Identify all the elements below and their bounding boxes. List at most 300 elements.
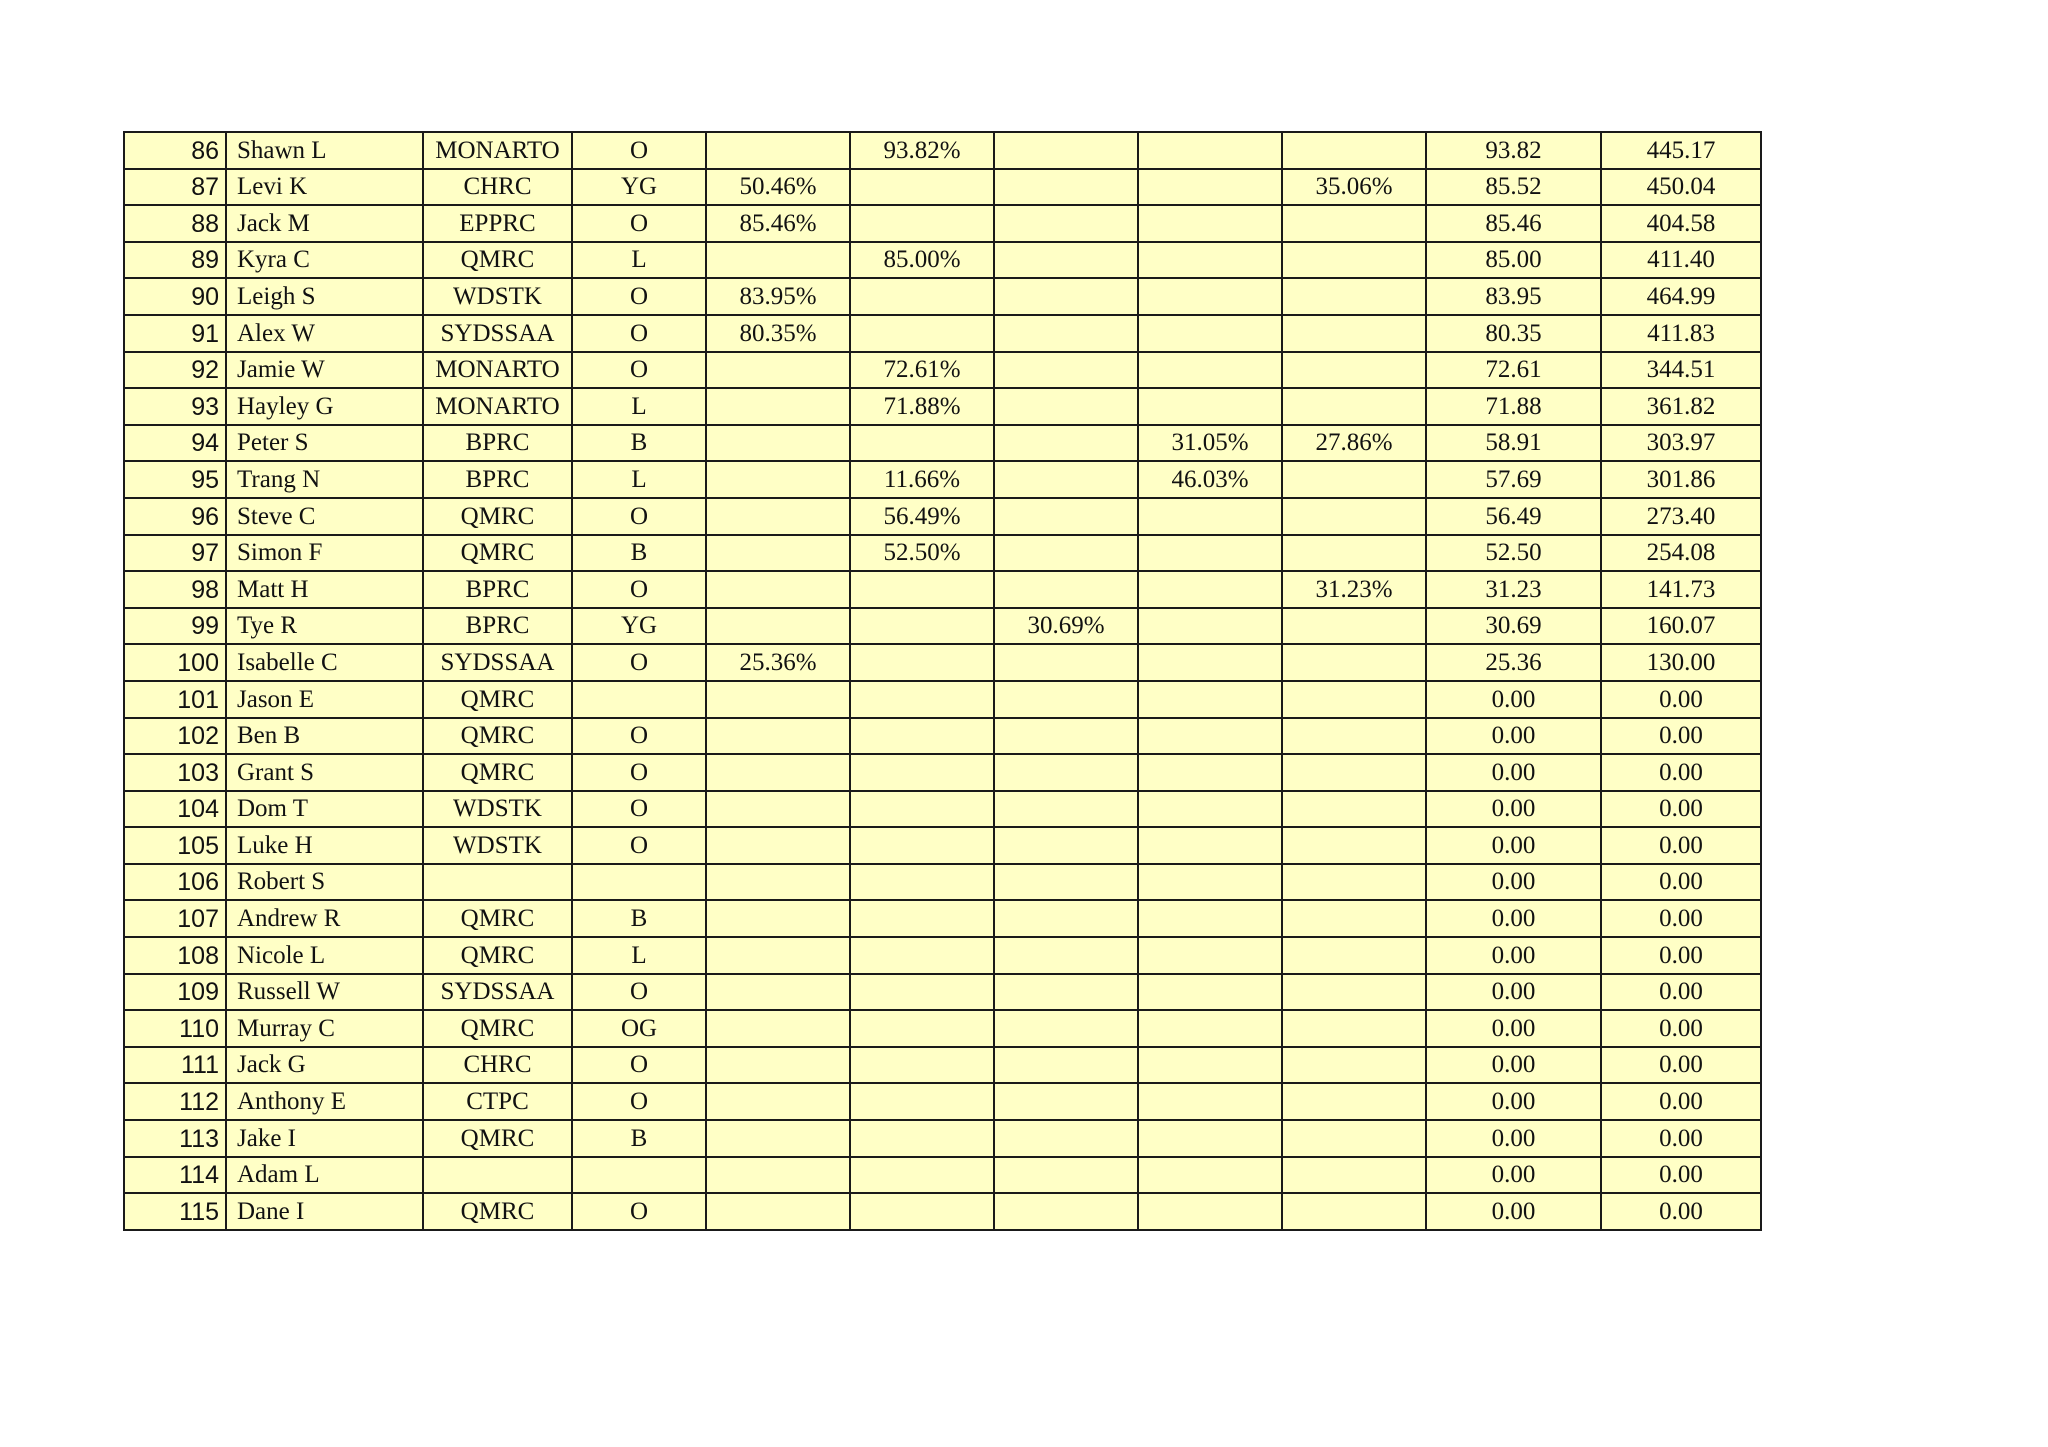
points-cell: 0.00 [1601, 754, 1761, 791]
score-1-cell [706, 352, 850, 389]
points-cell: 0.00 [1601, 1157, 1761, 1194]
score-4-cell [1138, 1010, 1282, 1047]
score-1-cell [706, 1120, 850, 1157]
score-5-cell [1282, 900, 1426, 937]
club-cell: WDSTK [423, 791, 572, 828]
club-cell: WDSTK [423, 278, 572, 315]
score-1-cell: 50.46% [706, 169, 850, 206]
name-cell: Jake I [226, 1120, 423, 1157]
score-3-cell [994, 937, 1138, 974]
total-cell: 30.69 [1426, 608, 1601, 645]
name-cell: Peter S [226, 425, 423, 462]
points-cell: 301.86 [1601, 461, 1761, 498]
score-1-cell [706, 681, 850, 718]
class-cell: B [572, 1120, 706, 1157]
table-row [124, 1083, 1761, 1120]
score-1-cell [706, 535, 850, 572]
score-3-cell [994, 461, 1138, 498]
table-row [124, 681, 1761, 718]
score-3-cell [994, 791, 1138, 828]
score-1-cell [706, 425, 850, 462]
score-2-cell [850, 754, 994, 791]
rank-cell: 106 [124, 864, 226, 901]
name-cell: Steve C [226, 498, 423, 535]
score-5-cell [1282, 461, 1426, 498]
points-cell: 0.00 [1601, 900, 1761, 937]
name-cell: Kyra C [226, 242, 423, 279]
score-4-cell [1138, 242, 1282, 279]
score-2-cell [850, 571, 994, 608]
score-3-cell [994, 1120, 1138, 1157]
score-1-cell [706, 1193, 850, 1230]
score-5-cell [1282, 608, 1426, 645]
score-2-cell [850, 205, 994, 242]
score-4-cell [1138, 1120, 1282, 1157]
score-4-cell [1138, 132, 1282, 169]
club-cell: QMRC [423, 1120, 572, 1157]
score-5-cell [1282, 535, 1426, 572]
points-cell: 411.83 [1601, 315, 1761, 352]
score-2-cell [850, 1157, 994, 1194]
score-5-cell: 27.86% [1282, 425, 1426, 462]
score-1-cell [706, 461, 850, 498]
class-cell: O [572, 827, 706, 864]
points-cell: 0.00 [1601, 1193, 1761, 1230]
score-1-cell: 83.95% [706, 278, 850, 315]
rank-cell: 87 [124, 169, 226, 206]
score-1-cell [706, 498, 850, 535]
name-cell: Ben B [226, 718, 423, 755]
club-cell: WDSTK [423, 827, 572, 864]
score-2-cell [850, 1120, 994, 1157]
score-2-cell [850, 718, 994, 755]
score-2-cell: 11.66% [850, 461, 994, 498]
name-cell: Levi K [226, 169, 423, 206]
class-cell: O [572, 132, 706, 169]
name-cell: Tye R [226, 608, 423, 645]
class-cell: YG [572, 169, 706, 206]
score-4-cell [1138, 1157, 1282, 1194]
total-cell: 0.00 [1426, 974, 1601, 1011]
score-5-cell [1282, 1157, 1426, 1194]
rank-cell: 112 [124, 1083, 226, 1120]
score-2-cell [850, 1193, 994, 1230]
score-1-cell [706, 937, 850, 974]
score-5-cell [1282, 791, 1426, 828]
score-4-cell [1138, 352, 1282, 389]
points-cell: 0.00 [1601, 864, 1761, 901]
club-cell: QMRC [423, 1010, 572, 1047]
score-4-cell [1138, 315, 1282, 352]
club-cell: SYDSSAA [423, 315, 572, 352]
rank-cell: 115 [124, 1193, 226, 1230]
score-3-cell [994, 681, 1138, 718]
rank-cell: 110 [124, 1010, 226, 1047]
club-cell: MONARTO [423, 132, 572, 169]
score-1-cell: 80.35% [706, 315, 850, 352]
score-2-cell: 52.50% [850, 535, 994, 572]
table-row [124, 278, 1761, 315]
score-2-cell [850, 827, 994, 864]
points-cell: 160.07 [1601, 608, 1761, 645]
score-4-cell [1138, 1083, 1282, 1120]
table-row [124, 1157, 1761, 1194]
score-5-cell [1282, 754, 1426, 791]
score-5-cell [1282, 1083, 1426, 1120]
club-cell: QMRC [423, 718, 572, 755]
class-cell: L [572, 388, 706, 425]
score-5-cell [1282, 205, 1426, 242]
club-cell: BPRC [423, 571, 572, 608]
class-cell: O [572, 718, 706, 755]
score-3-cell [994, 644, 1138, 681]
class-cell: O [572, 791, 706, 828]
score-3-cell [994, 900, 1138, 937]
class-cell: B [572, 900, 706, 937]
score-2-cell [850, 425, 994, 462]
name-cell: Isabelle C [226, 644, 423, 681]
name-cell: Luke H [226, 827, 423, 864]
table-row [124, 1120, 1761, 1157]
club-cell [423, 1157, 572, 1194]
points-cell: 464.99 [1601, 278, 1761, 315]
total-cell: 80.35 [1426, 315, 1601, 352]
score-3-cell [994, 132, 1138, 169]
club-cell: SYDSSAA [423, 974, 572, 1011]
name-cell: Jack G [226, 1047, 423, 1084]
points-cell: 0.00 [1601, 1120, 1761, 1157]
name-cell: Alex W [226, 315, 423, 352]
points-cell: 273.40 [1601, 498, 1761, 535]
table-row [124, 1010, 1761, 1047]
score-2-cell [850, 864, 994, 901]
score-5-cell [1282, 974, 1426, 1011]
points-cell: 411.40 [1601, 242, 1761, 279]
score-3-cell [994, 1193, 1138, 1230]
class-cell: L [572, 461, 706, 498]
name-cell: Shawn L [226, 132, 423, 169]
score-1-cell [706, 754, 850, 791]
club-cell: CHRC [423, 169, 572, 206]
club-cell: MONARTO [423, 388, 572, 425]
total-cell: 0.00 [1426, 791, 1601, 828]
club-cell [423, 864, 572, 901]
score-4-cell [1138, 388, 1282, 425]
table-row [124, 1047, 1761, 1084]
score-5-cell [1282, 1010, 1426, 1047]
table-row [124, 608, 1761, 645]
score-3-cell [994, 352, 1138, 389]
score-1-cell [706, 388, 850, 425]
score-5-cell [1282, 937, 1426, 974]
score-4-cell [1138, 278, 1282, 315]
rank-cell: 89 [124, 242, 226, 279]
total-cell: 56.49 [1426, 498, 1601, 535]
club-cell: QMRC [423, 937, 572, 974]
class-cell: L [572, 242, 706, 279]
name-cell: Jack M [226, 205, 423, 242]
name-cell: Hayley G [226, 388, 423, 425]
score-5-cell [1282, 498, 1426, 535]
total-cell: 71.88 [1426, 388, 1601, 425]
total-cell: 0.00 [1426, 1120, 1601, 1157]
total-cell: 85.00 [1426, 242, 1601, 279]
score-1-cell [706, 974, 850, 1011]
class-cell: O [572, 1193, 706, 1230]
club-cell: MONARTO [423, 352, 572, 389]
score-2-cell: 93.82% [850, 132, 994, 169]
table-row [124, 461, 1761, 498]
rank-cell: 94 [124, 425, 226, 462]
score-2-cell [850, 644, 994, 681]
name-cell: Simon F [226, 535, 423, 572]
rank-cell: 98 [124, 571, 226, 608]
score-5-cell [1282, 388, 1426, 425]
score-1-cell: 85.46% [706, 205, 850, 242]
score-3-cell [994, 754, 1138, 791]
score-3-cell [994, 388, 1138, 425]
score-5-cell [1282, 132, 1426, 169]
score-2-cell: 71.88% [850, 388, 994, 425]
rank-cell: 95 [124, 461, 226, 498]
score-4-cell [1138, 681, 1282, 718]
score-4-cell [1138, 535, 1282, 572]
total-cell: 0.00 [1426, 864, 1601, 901]
club-cell: QMRC [423, 242, 572, 279]
points-cell: 450.04 [1601, 169, 1761, 206]
total-cell: 0.00 [1426, 718, 1601, 755]
score-4-cell [1138, 498, 1282, 535]
class-cell [572, 681, 706, 718]
score-5-cell [1282, 278, 1426, 315]
club-cell: QMRC [423, 1193, 572, 1230]
score-2-cell [850, 315, 994, 352]
score-5-cell [1282, 681, 1426, 718]
points-cell: 141.73 [1601, 571, 1761, 608]
score-1-cell [706, 864, 850, 901]
points-cell: 0.00 [1601, 718, 1761, 755]
table-row [124, 535, 1761, 572]
score-2-cell [850, 900, 994, 937]
total-cell: 0.00 [1426, 754, 1601, 791]
table-row [124, 718, 1761, 755]
club-cell: QMRC [423, 754, 572, 791]
name-cell: Murray C [226, 1010, 423, 1047]
points-cell: 0.00 [1601, 791, 1761, 828]
points-cell: 0.00 [1601, 937, 1761, 974]
name-cell: Matt H [226, 571, 423, 608]
score-2-cell [850, 1047, 994, 1084]
rank-cell: 90 [124, 278, 226, 315]
score-2-cell: 85.00% [850, 242, 994, 279]
total-cell: 83.95 [1426, 278, 1601, 315]
class-cell: O [572, 278, 706, 315]
table-row [124, 205, 1761, 242]
score-1-cell [706, 571, 850, 608]
rank-cell: 97 [124, 535, 226, 572]
total-cell: 58.91 [1426, 425, 1601, 462]
table-row [124, 498, 1761, 535]
score-3-cell [994, 1083, 1138, 1120]
total-cell: 0.00 [1426, 937, 1601, 974]
points-cell: 303.97 [1601, 425, 1761, 462]
total-cell: 0.00 [1426, 1083, 1601, 1120]
rank-cell: 93 [124, 388, 226, 425]
points-cell: 0.00 [1601, 1047, 1761, 1084]
name-cell: Dom T [226, 791, 423, 828]
score-3-cell [994, 315, 1138, 352]
rank-cell: 91 [124, 315, 226, 352]
class-cell: B [572, 425, 706, 462]
rank-cell: 113 [124, 1120, 226, 1157]
table-row [124, 791, 1761, 828]
score-4-cell [1138, 1047, 1282, 1084]
score-3-cell [994, 535, 1138, 572]
rank-cell: 99 [124, 608, 226, 645]
class-cell: O [572, 974, 706, 1011]
club-cell: CTPC [423, 1083, 572, 1120]
rank-cell: 104 [124, 791, 226, 828]
total-cell: 85.52 [1426, 169, 1601, 206]
class-cell: O [572, 571, 706, 608]
class-cell: O [572, 1083, 706, 1120]
score-4-cell: 46.03% [1138, 461, 1282, 498]
table-row [124, 425, 1761, 462]
total-cell: 0.00 [1426, 827, 1601, 864]
table-row [124, 315, 1761, 352]
name-cell: Jason E [226, 681, 423, 718]
total-cell: 52.50 [1426, 535, 1601, 572]
score-2-cell [850, 1083, 994, 1120]
table-row [124, 864, 1761, 901]
table-row [124, 571, 1761, 608]
table-row [124, 827, 1761, 864]
total-cell: 57.69 [1426, 461, 1601, 498]
rank-cell: 105 [124, 827, 226, 864]
score-1-cell [706, 718, 850, 755]
class-cell: YG [572, 608, 706, 645]
score-2-cell [850, 791, 994, 828]
score-3-cell [994, 242, 1138, 279]
points-cell: 0.00 [1601, 1083, 1761, 1120]
rank-cell: 86 [124, 132, 226, 169]
rank-cell: 114 [124, 1157, 226, 1194]
name-cell: Trang N [226, 461, 423, 498]
total-cell: 0.00 [1426, 900, 1601, 937]
club-cell: QMRC [423, 900, 572, 937]
rank-cell: 101 [124, 681, 226, 718]
club-cell: BPRC [423, 461, 572, 498]
score-4-cell [1138, 900, 1282, 937]
class-cell: O [572, 315, 706, 352]
club-cell: SYDSSAA [423, 644, 572, 681]
score-3-cell [994, 1047, 1138, 1084]
score-5-cell [1282, 1047, 1426, 1084]
name-cell: Grant S [226, 754, 423, 791]
score-4-cell [1138, 571, 1282, 608]
score-3-cell [994, 827, 1138, 864]
table-row [124, 754, 1761, 791]
score-1-cell [706, 242, 850, 279]
rank-cell: 109 [124, 974, 226, 1011]
score-4-cell [1138, 1193, 1282, 1230]
name-cell: Andrew R [226, 900, 423, 937]
score-3-cell [994, 974, 1138, 1011]
score-4-cell [1138, 754, 1282, 791]
score-3-cell [994, 571, 1138, 608]
points-cell: 445.17 [1601, 132, 1761, 169]
name-cell: Leigh S [226, 278, 423, 315]
name-cell: Dane I [226, 1193, 423, 1230]
points-cell: 361.82 [1601, 388, 1761, 425]
points-cell: 254.08 [1601, 535, 1761, 572]
points-cell: 0.00 [1601, 974, 1761, 1011]
club-cell: QMRC [423, 681, 572, 718]
score-2-cell [850, 1010, 994, 1047]
class-cell: B [572, 535, 706, 572]
total-cell: 93.82 [1426, 132, 1601, 169]
score-4-cell [1138, 608, 1282, 645]
club-cell: BPRC [423, 608, 572, 645]
score-4-cell [1138, 791, 1282, 828]
class-cell [572, 1157, 706, 1194]
score-1-cell [706, 791, 850, 828]
score-1-cell [706, 1083, 850, 1120]
score-1-cell [706, 900, 850, 937]
points-cell: 130.00 [1601, 644, 1761, 681]
score-5-cell [1282, 315, 1426, 352]
score-3-cell [994, 1010, 1138, 1047]
score-2-cell [850, 169, 994, 206]
score-3-cell [994, 205, 1138, 242]
score-4-cell [1138, 864, 1282, 901]
name-cell: Anthony E [226, 1083, 423, 1120]
score-1-cell [706, 1157, 850, 1194]
points-cell: 404.58 [1601, 205, 1761, 242]
total-cell: 0.00 [1426, 681, 1601, 718]
table-row [124, 352, 1761, 389]
class-cell: OG [572, 1010, 706, 1047]
points-cell: 344.51 [1601, 352, 1761, 389]
total-cell: 0.00 [1426, 1047, 1601, 1084]
total-cell: 0.00 [1426, 1193, 1601, 1230]
name-cell: Jamie W [226, 352, 423, 389]
score-5-cell [1282, 644, 1426, 681]
score-1-cell [706, 608, 850, 645]
score-5-cell [1282, 242, 1426, 279]
score-1-cell [706, 1047, 850, 1084]
club-cell: QMRC [423, 498, 572, 535]
score-1-cell [706, 1010, 850, 1047]
score-2-cell [850, 974, 994, 1011]
total-cell: 85.46 [1426, 205, 1601, 242]
table-row [124, 900, 1761, 937]
score-4-cell [1138, 827, 1282, 864]
score-5-cell [1282, 864, 1426, 901]
class-cell [572, 864, 706, 901]
rank-cell: 103 [124, 754, 226, 791]
rank-cell: 108 [124, 937, 226, 974]
total-cell: 72.61 [1426, 352, 1601, 389]
score-2-cell [850, 937, 994, 974]
class-cell: O [572, 644, 706, 681]
total-cell: 0.00 [1426, 1157, 1601, 1194]
club-cell: BPRC [423, 425, 572, 462]
rank-cell: 88 [124, 205, 226, 242]
class-cell: O [572, 498, 706, 535]
total-cell: 25.36 [1426, 644, 1601, 681]
score-2-cell: 56.49% [850, 498, 994, 535]
